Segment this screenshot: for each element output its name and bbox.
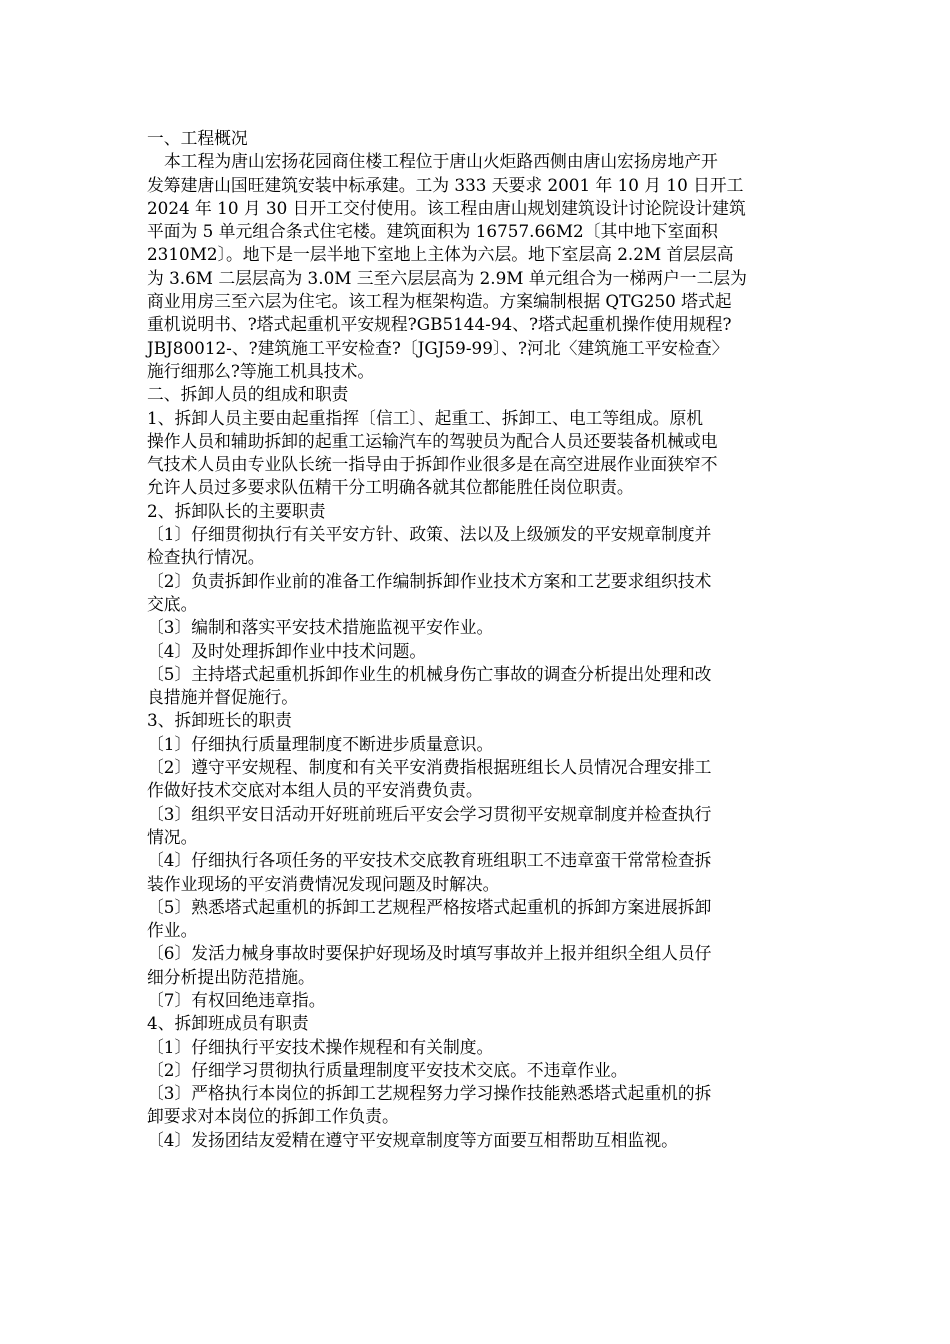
document-page — [147, 127, 807, 1152]
paragraph-line: 允许人员过多要求队伍精干分工明确各就其位都能胜任岗位职责。 — [147, 477, 634, 498]
paragraph-line: 本工程为唐山宏扬花园商住楼工程位于唐山火炬路西侧由唐山宏扬房地产开 — [164, 151, 718, 172]
list-item: 〔4〕仔细执行各项任务的平安技术交底教育班组职工不违章蛮干常常检查拆 — [147, 850, 712, 871]
paragraph-line: 重机说明书、?塔式起重机平安规程?GB5144-94、?塔式起重机操作使用规程? — [147, 314, 732, 335]
list-item: 〔4〕发扬团结友爱精在遵守平安规章制度等方面要互相帮助互相监视。 — [147, 1129, 678, 1150]
list-item-continued: 检查执行情况。 — [147, 547, 265, 568]
list-item: 〔5〕熟悉塔式起重机的拆卸工艺规程严格按塔式起重机的拆卸方案进展拆卸 — [147, 896, 712, 917]
subsection-heading: 3、拆卸班长的职责 — [147, 710, 292, 731]
list-item-continued: 作做好技术交底对本组人员的平安消费负责。 — [147, 780, 483, 801]
list-item-continued: 情况。 — [147, 826, 198, 847]
list-item-continued: 作业。 — [147, 920, 198, 941]
list-item-continued: 细分析提出防范措施。 — [147, 966, 315, 987]
paragraph-line: JBJ80012-、?建筑施工平安检查?〔JGJ59-99〕、?河北〈建筑施工平安检查〉 — [147, 337, 729, 358]
paragraph-line: 操作人员和辅助拆卸的起重工运输汽车的驾驶员为配合人员还要装备机械或电 — [147, 430, 718, 451]
list-item: 〔1〕仔细贯彻执行有关平安方针、政策、法以及上级颁发的平安规章制度并 — [147, 524, 712, 545]
list-item: 〔1〕仔细执行平安技术操作规程和有关制度。 — [147, 1036, 494, 1057]
paragraph-line: 2024 年 10 月 30 日开工交付使用。该工程由唐山规划建筑设计讨论院设计建筑 — [147, 197, 746, 218]
paragraph-line: 气技术人员由专业队长统一指导由于拆卸作业很多是在高空进展作业面狭窄不 — [147, 454, 718, 475]
list-item: 〔3〕组织平安日活动开好班前班后平安会学习贯彻平安规章制度并检查执行 — [147, 803, 712, 824]
paragraph-line: 发筹建唐山国旺建筑安装中标承建。工为 333 天要求 2001 年 10 月 10 日开工 — [147, 174, 744, 195]
subsection-heading: 4、拆卸班成员有职责 — [147, 1013, 309, 1034]
list-item: 〔1〕仔细执行质量理制度不断进步质量意识。 — [147, 733, 494, 754]
paragraph-line: 平面为 5 单元组合条式住宅楼。建筑面积为 16757.66M2〔其中地下室面积 — [147, 221, 718, 242]
list-item: 〔3〕严格执行本岗位的拆卸工艺规程努力学习操作技能熟悉塔式起重机的拆 — [147, 1083, 712, 1104]
section-heading: 二、拆卸人员的组成和职责 — [147, 384, 349, 405]
paragraph-line: 1、拆卸人员主要由起重指挥〔信工〕、起重工、拆卸工、电工等组成。原机 — [147, 407, 704, 428]
list-item: 〔2〕仔细学习贯彻执行质量理制度平安技术交底。不违章作业。 — [147, 1059, 628, 1080]
paragraph-line: 为 3.6M 二层层高为 3.0M 三至六层层高为 2.9M 单元组合为一梯两户一二层为 — [147, 267, 747, 288]
list-item-continued: 良措施并督促施行。 — [147, 687, 299, 708]
paragraph-line: 2310M2〕。地下是一层半地下室地上主体为六层。地下室层高 2.2M 首层层高 — [147, 244, 734, 265]
paragraph-line: 商业用房三至六层为住宅。该工程为框架构造。方案编制根据 QTG250 塔式起 — [147, 291, 732, 312]
list-item: 〔2〕遵守平安规程、制度和有关平安消费指根据班组长人员情况合理安排工 — [147, 757, 712, 778]
list-item-continued: 交底。 — [147, 593, 198, 614]
list-item: 〔6〕发活力械身事故时要保护好现场及时填写事故并上报并组织全组人员仔 — [147, 943, 712, 964]
section-heading: 一、工程概况 — [147, 128, 248, 148]
paragraph-line: 施行细那么?等施工机具技术。 — [147, 360, 375, 381]
list-item-continued: 卸要求对本岗位的拆卸工作负责。 — [147, 1106, 399, 1127]
list-item: 〔5〕主持塔式起重机拆卸作业生的机械身伤亡事故的调查分析提出处理和改 — [147, 663, 712, 684]
list-item: 〔3〕编制和落实平安技术措施监视平安作业。 — [147, 617, 494, 638]
list-item: 〔2〕负责拆卸作业前的准备工作编制拆卸作业技术方案和工艺要求组织技术 — [147, 570, 712, 591]
list-item: 〔4〕及时处理拆卸作业中技术问题。 — [147, 640, 427, 661]
subsection-heading: 2、拆卸队长的主要职责 — [147, 500, 326, 521]
list-item-continued: 装作业现场的平安消费情况发现问题及时解决。 — [147, 873, 500, 894]
list-item: 〔7〕有权回绝违章指。 — [147, 989, 326, 1010]
